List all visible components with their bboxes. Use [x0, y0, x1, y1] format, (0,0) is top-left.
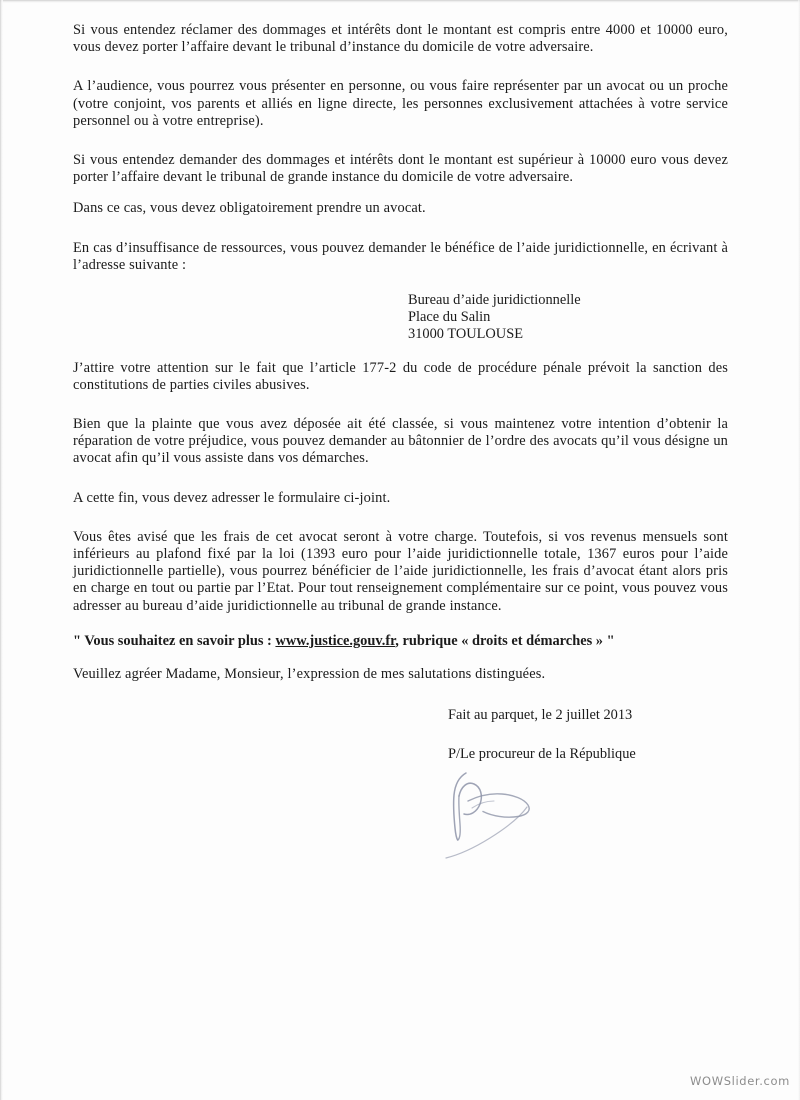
legal-aid-address-block [73, 292, 728, 344]
signer-title-line: P/Le procureur de la République [448, 746, 636, 763]
paragraph-complaint-dismissed: Bien que la plainte que vous avez déposée ait été classée, si vous maintenez votre intention d’obtenir la réparation de votre préjudice, vous pouvez demander au bâtonnier de l’ordre des avocats qu’il vous désigne un avocat afin qu’il vous assiste dans vos démarches. [73, 416, 728, 467]
paragraph-spacer [73, 408, 728, 416]
paragraph-spacer [73, 521, 728, 529]
paragraph-legal-aid-request: En cas d’insuffisance de ressources, vous pouvez demander le bénéfice de l’aide juridictionnelle, en écrivant à l’adresse suivante : [73, 239, 728, 273]
paragraph-lawyer-mandatory: Dans ce cas, vous devez obligatoirement prendre un avocat. [73, 200, 426, 217]
address-line-street: Place du Salin [408, 309, 491, 326]
paragraph-spacer [73, 232, 728, 240]
paragraph-hearing-representation: A l’audience, vous pourrez vous présenter en personne, ou vous faire représenter par un avocat ou un proche (votre conjoint, vos parents et alliés en ligne directe, les personnes exclusivement attachées à votre service personnel ou à votre entreprise). [73, 78, 728, 129]
paragraph-closing-salutation: Veuillez agréer Madame, Monsieur, l’expression de mes salutations distinguées. [73, 666, 546, 683]
closing-block [73, 707, 728, 763]
wowslider-watermark: WOWSlider.com [690, 1074, 790, 1088]
paragraph-article-177-2: J’attire votre attention sur le fait que l’article 177-2 du code de procédure pénale prévoit la sanction des constitutions de parties civiles abusives. [73, 359, 728, 393]
paragraph-send-form: A cette fin, vous devez adresser le formulaire ci-joint. [73, 489, 391, 506]
paragraph-damages-4000-10000: Si vous entendez réclamer des dommages et intérêts dont le montant est compris entre 4000 et 10000 euro, vous devez porter l’affaire devant le tribunal d’instance du domicile de votre adversaire. [73, 22, 728, 56]
paragraph-damages-above-10000: Si vous entendez demander des dommages et intérêts dont le montant est supérieur à 10000 euro vous devez porter l’affaire devant le tribunal de grande instance du domicile de votre adversaire. [73, 152, 728, 186]
date-line: Fait au parquet, le 2 juillet 2013 [448, 707, 633, 724]
paragraph-spacer [73, 70, 728, 78]
scan-edge-left [0, 0, 3, 1100]
handwritten-signature-icon [428, 768, 618, 863]
more-info-prefix: " Vous souhaitez en savoir plus : [73, 632, 276, 649]
paragraph-lawyer-fees-thresholds: Vous êtes avisé que les frais de cet avocat seront à votre charge. Toutefois, si vos revenus mensuels sont inférieurs au plafond fixé par la loi (1393 euro pour l’aide juridictionnelle totale, 1367 euros pour l’aide juridictionnelle partielle), vous pourrez bénéficier de l’aide juridictionnelle, les frais d’avocat étant alors pris en charge en tout ou partie par l’Etat. Pour tout renseignement complémentaire sur ce point, vous pouvez vous adresser au bureau d’aide juridictionnelle au tribunal de grande instance. [73, 528, 728, 614]
paragraph-spacer [73, 482, 728, 490]
signature-area [73, 768, 728, 863]
more-info-line [73, 633, 728, 650]
more-info-suffix: , rubrique « droits et démarches » " [395, 632, 615, 649]
address-line-organisation: Bureau d’aide juridictionnelle [408, 292, 581, 309]
scan-edge-top [0, 0, 800, 3]
letter-body [73, 22, 728, 863]
justice-website-link[interactable]: www.justice.gouv.fr [275, 632, 396, 649]
paragraph-spacer [73, 144, 728, 152]
address-line-city: 31000 TOULOUSE [408, 326, 523, 343]
